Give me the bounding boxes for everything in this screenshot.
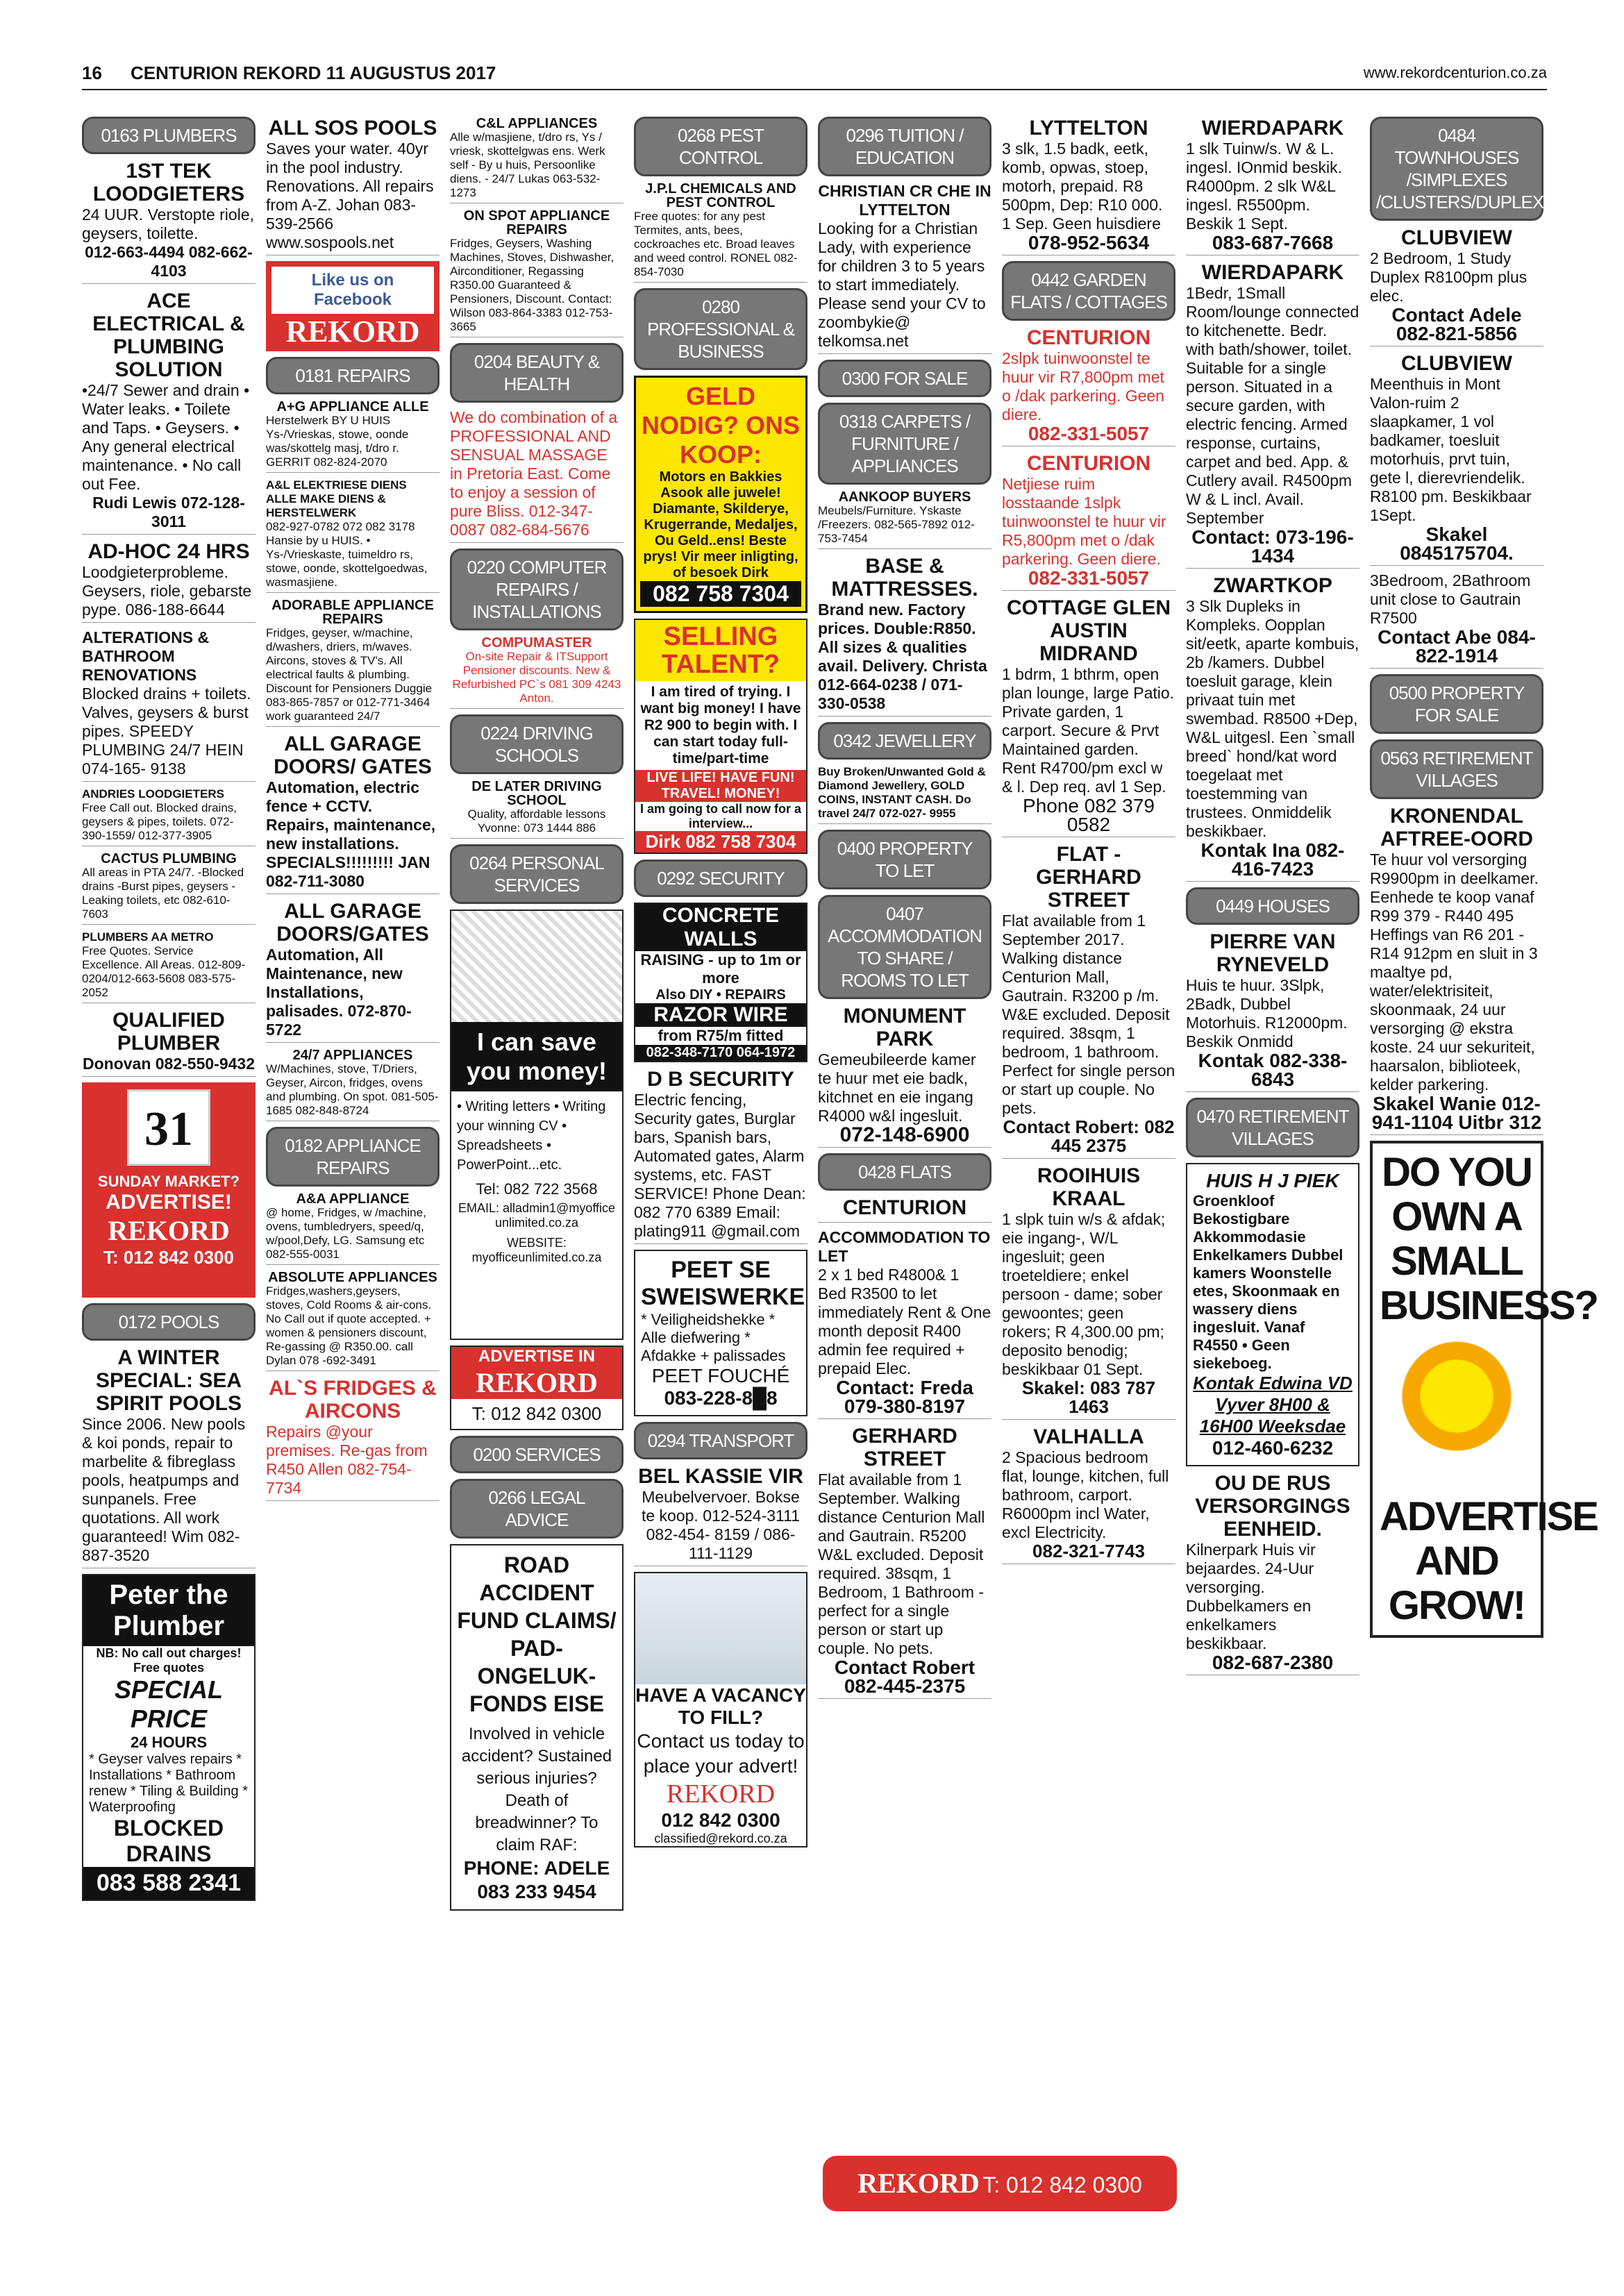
ad-title: COTTAGE GLEN AUSTIN MIDRAND bbox=[1006, 596, 1171, 665]
ad-title: FLAT - GERHARD STREET bbox=[1036, 843, 1141, 912]
ad-title: C&L APPLIANCES bbox=[476, 116, 598, 131]
ad-title: BASE & MATTRESSES. bbox=[831, 555, 978, 601]
ad-body: Automation, All Maintenance, new Installations, palisades. 072-870-5722 bbox=[266, 946, 412, 1039]
ad-body: Te huur vol versorging R9900pm in deelkamer. Eenhede te koop vanaf R99 379 - R440 495 Heffings van R6 201 - R14 912pm en sluit in 3 maaltye pd, water/elektrisiteit, skoonmaak, 24 uur versorging @ ekstra koste. 24 uur sekuriteit, haarsalon, biblioteek, kelder parkering. bbox=[1370, 850, 1539, 1093]
ad-title: ABSOLUTE APPLIANCES bbox=[268, 1270, 437, 1285]
page-header bbox=[82, 62, 1547, 90]
category-header: 0204 BEAUTY & HEALTH bbox=[450, 343, 623, 403]
ad-title: WIERDAPARK bbox=[1201, 261, 1344, 284]
category-header: 0224 DRIVING SCHOOLS bbox=[450, 714, 623, 774]
promo-line: ADVERTISE IN bbox=[451, 1347, 622, 1366]
classified-ad bbox=[818, 182, 991, 354]
geld-nodig-ad bbox=[634, 376, 807, 613]
ad-body: Flat available from 1 September. Walking distance Centurion Mall and Gautrain. R5200 W&L excluded. Deposit required. 38sqm, 1 Bedroom, 1 Bathroom - perfect for a single person or start up couple. No pets. bbox=[818, 1470, 985, 1657]
classified-ad bbox=[1002, 117, 1175, 255]
ad-body: On-site Repair & ITSupport Pensioner discounts. New & Refurbished PC`s 081 309 4243 Anton. bbox=[452, 650, 621, 705]
ad-phone: Skakel 0845175704. bbox=[1400, 523, 1514, 564]
category-header: 0300 FOR SALE bbox=[818, 360, 991, 397]
classified-ad bbox=[450, 780, 623, 839]
classified-ad bbox=[82, 1346, 256, 1568]
ad-contact: Kontak Edwina VD Vyver 8H00 & 16H00 Weeksdae bbox=[1193, 1373, 1353, 1436]
category-header: 0200 SERVICES bbox=[450, 1436, 623, 1473]
classified-ad bbox=[82, 852, 256, 925]
ad-phone: Dirk 082 758 7304 bbox=[635, 831, 806, 853]
ad-line: RAISING - up to 1m or more bbox=[640, 951, 801, 987]
category-header: 0400 PROPERTY TO LET bbox=[818, 830, 991, 889]
ad-title: A WINTER SPECIAL: SEA SPIRIT POOLS bbox=[95, 1346, 242, 1415]
ad-special: SPECIAL PRICE bbox=[114, 1675, 224, 1733]
ad-title: PLUMBERS AA METRO bbox=[82, 930, 214, 944]
ad-body: Electric fencing, Security gates, Burglar bars, Spanish bars, Automated gates, Alarm systems, etc. FAST SERVICE! Phone Dean: 082 770 6389 Email: plating911 @gmail.com bbox=[634, 1091, 806, 1240]
ad-phone: Contact: Freda 079-380-8197 bbox=[836, 1377, 973, 1417]
ad-body: Free quotes: for any pest Termites, ants, bees, cockroaches etc. Broad leaves and weed control. RONEL 082-854-7030 bbox=[634, 210, 798, 278]
ad-title: 24/7 APPLIANCES bbox=[292, 1048, 413, 1063]
newspaper-title: CENTURION REKORD 11 AUGUSTUS 2017 bbox=[131, 62, 496, 83]
ad-body: Meubelvervoer. Bokse te koop. 012-524-3111 082-454- 8159 / 086-111-1129 bbox=[641, 1488, 801, 1562]
ad-body: 2 x 1 bed R4800& 1 Bed R3500 to let immediately Rent & One month deposit R400 admin fee required + prepaid Elec. bbox=[818, 1266, 991, 1377]
ad-body: 3 slk, 1.5 badk, eetk, komb, opwas, stoep, motorh, prepaid. R8 500pm, Dep: R10 000. 1 Sep. Geen huisdiere bbox=[1002, 140, 1163, 233]
classified-ad bbox=[82, 540, 256, 623]
ad-phone: Phone 082 379 0582 bbox=[1023, 795, 1155, 835]
ad-body: 1 slk Tuinw/s. W & L. ingesl. IOnmid beskik. R4000pm. 2 slk W&L ingesl. R5500pm. Beskik 1 Sept. bbox=[1186, 140, 1342, 233]
category-header: 0442 GARDEN FLATS / COTTAGES bbox=[1002, 261, 1175, 321]
ad-title: GERHARD STREET bbox=[852, 1425, 957, 1470]
ad-title: GELD NODIG? ONS KOOP: bbox=[641, 382, 800, 469]
ad-phone: 082-331-5057 bbox=[1028, 567, 1150, 589]
ad-title: KRONENDAL AFTREE-OORD bbox=[1380, 805, 1533, 850]
ad-line: RAZOR WIRE bbox=[635, 1003, 806, 1027]
ad-list: • Writing letters • Writing your winning CV • Spreadsheets • PowerPoint...etc. bbox=[457, 1099, 606, 1173]
ad-body: Fridges, Geysers, Washing Machines, Stoves, Dishwasher, Airconditioner, Regassing R350.00 Guaranteed & Pensioners, Discount. Contact: Wilson 083-864-3383 012-753-3665 bbox=[450, 237, 614, 333]
classified-ad bbox=[1186, 930, 1359, 1092]
ad-line: from R75/m fitted bbox=[658, 1027, 784, 1044]
peet-sweiswerke-ad bbox=[634, 1250, 807, 1416]
ad-title: ALL SOS POOLS bbox=[268, 117, 437, 140]
ad-body: @ home, Fridges, w /machine, ovens, tumbledryers, speed/q, w/pool,Defy, LG. Samsung etc 082-555-0031 bbox=[266, 1206, 426, 1261]
raf-ad bbox=[450, 1544, 623, 1911]
ad-website: WEBSITE: myofficeunlimited.co.za bbox=[471, 1236, 602, 1264]
classified-ad bbox=[82, 160, 256, 284]
ad-body: 1 bdrm, 1 bthrm, open plan lounge, large Patio. Private garden, 1 carport. Secure & Prvt Maintained garden. Rent R4700/pm excl w & l. Dep req. avl 1 Sep. bbox=[1002, 665, 1175, 796]
ad-body: Saves your water. 40yr in the pool industry. Renovations. All repairs from A-Z. Johan 083-539-2566 www.sospools.net bbox=[266, 140, 434, 251]
classified-ad bbox=[1370, 226, 1543, 346]
ad-title: COMPUMASTER bbox=[481, 635, 592, 651]
classified-ad bbox=[266, 1048, 440, 1121]
facebook-promo bbox=[266, 261, 440, 351]
promo-phone: 012 842 0300 bbox=[661, 1809, 780, 1831]
ad-title: ADORABLE APPLIANCE REPAIRS bbox=[271, 598, 434, 627]
ad-phone: 082-348-7170 064-1972 bbox=[635, 1045, 806, 1061]
classified-ad bbox=[818, 1425, 991, 1699]
ad-phone: 082 758 7304 bbox=[640, 581, 801, 607]
ad-body: Fridges,washers,geysers, stoves, Cold Rooms & air-cons. No Call out if quote accepted. + women & pensioners discount, Re-gassing @ R350.00. call Dylan 078 -692-3491 bbox=[266, 1284, 432, 1367]
ad-phone: 083 588 2341 bbox=[83, 1867, 254, 1900]
classified-ad bbox=[818, 1005, 991, 1148]
promo-phone: T: 012 842 0300 bbox=[103, 1247, 234, 1268]
ad-phone: Skakel: 083 787 1463 bbox=[1021, 1377, 1156, 1417]
ad-body: Loodgieterprobleme. Geysers, riole, gebarste pype. 086-188-6644 bbox=[82, 563, 252, 619]
ad-blocked: BLOCKED DRAINS bbox=[113, 1816, 224, 1866]
ad-list: * Geyser valves repairs * Installations * Bathroom renew * Tiling & Building * Waterproofing bbox=[89, 1752, 249, 1815]
ad-illustration bbox=[451, 911, 622, 1022]
ad-phone: 082-321-7743 bbox=[1032, 1541, 1145, 1561]
classified-ad bbox=[1002, 1164, 1175, 1420]
ad-phone: 083-687-7668 bbox=[1212, 232, 1334, 253]
promo-line: SUNDAY MARKET? bbox=[97, 1173, 240, 1190]
calendar-icon: 31 bbox=[127, 1089, 210, 1166]
ad-body: W/Machines, stove, T/Driers, Geyser, Aircon, fridges, ovens and plumbing. On spot. 081-505-1685 082-848-8724 bbox=[266, 1062, 439, 1117]
category-header: 0407 ACCOMMODATION TO SHARE / ROOMS TO LET bbox=[818, 895, 991, 999]
ad-body: Free Quotes. Service Excellence. All Areas. 012-809-0204/012-663-5608 083-575-2052 bbox=[82, 944, 246, 999]
ad-phone: Contact: 073-196-1434 bbox=[1191, 526, 1354, 567]
ad-title: DE LATER DRIVING SCHOOL bbox=[471, 779, 602, 808]
ad-body: Involved in vehicle accident? Sustained serious injuries? Death of breadwinner? To claim RAF: bbox=[461, 1725, 612, 1854]
ad-title: PEET SE SWEISWERKE bbox=[641, 1257, 805, 1310]
ad-body: 1Bedr, 1Small Room/lounge connected to kitchenette. Bedr. with bath/shower, toilet. Suitable for a single person. Situated in a secure garden, with electric fencing. Armed response, curtains, carpet and bed. App. & Cutlery avail. R4500pm W & L incl. Avail. September bbox=[1186, 284, 1359, 527]
ad-title: D B SECURITY bbox=[647, 1068, 794, 1091]
ad-headline: I can save you money! bbox=[451, 1022, 622, 1091]
ad-body: 3Bedroom, 2Bathroom unit close to Gautrain R7500 bbox=[1370, 571, 1531, 627]
category-header: 0280 PROFESSIONAL & BUSINESS bbox=[634, 288, 807, 370]
ad-body: Blocked drains + toilets. Valves, geysers & burst pipes. SPEEDY PLUMBING 24/7 HEIN 074-165- 9138 bbox=[82, 685, 251, 778]
ad-title: A&L ELEKTRIESE DIENS ALLE MAKE DIENS & HERSTELWERK bbox=[266, 478, 407, 519]
ad-email: EMAIL: alladmin1@myoffice unlimited.co.za bbox=[458, 1201, 616, 1230]
category-header: 0268 PEST CONTROL bbox=[634, 117, 807, 176]
classified-ad bbox=[450, 636, 623, 709]
classified-ad bbox=[1370, 571, 1543, 669]
ad-body: Buy Broken/Unwanted Gold & Diamond Jewellery, GOLD COINS, INSTANT CASH. Do travel 24/7 072-027- 9955 bbox=[818, 765, 986, 820]
ad-title: AL`S FRIDGES & AIRCONS bbox=[269, 1377, 437, 1423]
ad-body: Free Call out. Blocked drains, geysers & pipes, toilets. 072- 390-1559/ 012-377-3905 bbox=[82, 801, 237, 842]
rekord-logo: REKORD bbox=[857, 2168, 980, 2199]
website-link[interactable]: www.rekordcenturion.co.za bbox=[1363, 64, 1547, 81]
promo-image bbox=[635, 1573, 806, 1684]
ad-title: 1ST TEK LOODGIETERS bbox=[92, 160, 245, 206]
category-header: 0266 LEGAL ADVICE bbox=[450, 1479, 623, 1539]
ad-body: Quality, affordable lessons Yvonne: 073 1444 886 bbox=[467, 807, 606, 835]
category-header: 0470 RETIREMENT VILLAGES bbox=[1186, 1098, 1359, 1157]
peter-plumber-ad bbox=[82, 1574, 256, 1901]
classified-ad bbox=[1002, 326, 1175, 446]
column-7 bbox=[1186, 117, 1359, 1681]
ad-title: ALL GARAGE DOORS/GATES bbox=[276, 900, 429, 946]
ad-title: A+G APPLIANCE ALLE bbox=[276, 399, 429, 414]
promo-email: classified@rekord.co.za bbox=[654, 1832, 787, 1845]
classified-ad bbox=[82, 787, 256, 846]
ad-title: QUALIFIED PLUMBER bbox=[112, 1009, 225, 1055]
category-header: 0163 PLUMBERS bbox=[82, 117, 256, 154]
category-header: 0296 TUITION / EDUCATION bbox=[818, 117, 991, 176]
ad-contact: Rudi Lewis 072-128-3011 bbox=[92, 494, 245, 530]
ad-body: 2 Spacious bedroom flat, lounge, kitchen, full bathroom, carport. R6000pm incl Water, excl Electricity. bbox=[1002, 1448, 1169, 1541]
ad-body: 082-927-0782 072 082 3178 Hansie by u HUIS. • Ys-/Vrieskaste, tuimeldro rs, stowe, oonde, skottelgoedwas, wasmasjiene. bbox=[266, 520, 428, 589]
column-2 bbox=[266, 117, 440, 1507]
ad-title: OU DE RUS VERSORGINGS EENHEID. bbox=[1195, 1472, 1350, 1541]
classified-ad bbox=[818, 1196, 991, 1223]
category-header: 0500 PROPERTY FOR SALE bbox=[1370, 674, 1543, 734]
ad-body: 3 Slk Dupleks in Kompleks. Oopplan sit/eetk, aparte kombuis, 2b /kamers. Dubbel toesluit garage, klein privaat tuin met swembad. R8500 +Dep, W&L uitgesl. Een `small breed` hond/kat word toegelaat met toestemming van trustees. Onmiddelik beskikbaer. bbox=[1186, 597, 1359, 840]
ad-phone: 082-331-5057 bbox=[1028, 423, 1150, 444]
category-header: 0449 HOUSES bbox=[1186, 887, 1359, 925]
category-header: 0428 FLATS bbox=[818, 1153, 991, 1191]
classified-ad bbox=[634, 182, 807, 283]
ad-title: HUIS H J PIEK bbox=[1206, 1170, 1339, 1191]
ad-body: 24 UUR. Verstopte riole, geysers, toilette. bbox=[82, 206, 255, 242]
ad-phone: Kontak 082-338-6843 bbox=[1198, 1050, 1348, 1090]
classified-ad bbox=[82, 930, 256, 1003]
column-6 bbox=[1002, 117, 1175, 1570]
column-1 bbox=[82, 117, 256, 1907]
classified-ad bbox=[266, 900, 440, 1043]
ad-phone: Contact Robert: 082 445 2375 bbox=[1003, 1116, 1175, 1156]
ad-phone: Contact Adele 082-821-5856 bbox=[1391, 304, 1522, 344]
ad-title: CHRISTIAN CR CHE IN LYTTELTON bbox=[818, 182, 991, 219]
ad-body: 2 Bedroom, 1 Study Duplex R8100pm plus elec. bbox=[1370, 249, 1527, 305]
ad-call: I am going to call now for a interview... bbox=[639, 802, 801, 830]
column-8 bbox=[1370, 117, 1598, 1643]
ad-title: CENTURION bbox=[842, 1196, 967, 1219]
promo-cta: ADVERTISE AND GROW! bbox=[1380, 1494, 1598, 1628]
classified-ad bbox=[450, 209, 623, 337]
ad-body: Meenthuis in Mont Valon-ruim 2 slaapkamer, 1 vol badkamer, toesluit motorhuis, prvt tuin, gete l, dierevriendelik. R8100 pm. Beskikbaar 1Sept. bbox=[1370, 375, 1532, 524]
ad-phone: 083-228-8█8 bbox=[664, 1387, 778, 1409]
ad-title: A&A APPLIANCE bbox=[296, 1191, 410, 1207]
ad-title: AD-HOC 24 HRS bbox=[87, 540, 250, 563]
category-header: 0220 COMPUTER REPAIRS / INSTALLATIONS bbox=[450, 548, 623, 630]
classified-ad bbox=[818, 490, 991, 549]
column-5 bbox=[818, 117, 991, 1704]
promo-line: ADVERTISE! bbox=[106, 1191, 232, 1214]
ad-title: MONUMENT PARK bbox=[843, 1005, 966, 1050]
promo-phone: T: 012 842 0300 bbox=[982, 2172, 1142, 2197]
classified-ad bbox=[266, 1271, 440, 1371]
ad-body: Huis te huur. 3Slpk, 2Badk, Dubbel Motorhuis. R12000pm. Beskik Onmidd bbox=[1186, 976, 1348, 1050]
ad-body: Groenkloof Bekostigbare Akkommodasie Enkelkamers Dubbel kamers Woonstelle etes, Skoonmaak en wassery diens ingesluit. Vanaf R4550 • Geen siekeboeg. bbox=[1193, 1192, 1343, 1372]
huis-piek-ad bbox=[1186, 1163, 1359, 1466]
rekord-logo: REKORD bbox=[451, 1366, 622, 1399]
classified-ad bbox=[818, 1228, 991, 1419]
ad-title: CONCRETE WALLS bbox=[635, 904, 806, 951]
ad-list: * Veiligheidshekke * Alle diefwering * Afdakke + palissades bbox=[641, 1311, 786, 1364]
ad-name: PEET FOUCHÉ bbox=[651, 1365, 790, 1386]
ad-title: BEL KASSIE VIR bbox=[638, 1465, 803, 1488]
ad-phone: 012-663-4494 082-662-4103 bbox=[85, 243, 253, 280]
classified-ad bbox=[1002, 1425, 1175, 1564]
classified-ad bbox=[266, 1377, 440, 1501]
classified-ad bbox=[1370, 352, 1543, 566]
classified-ad bbox=[82, 628, 256, 782]
ad-body: All areas in PTA 24/7. -Blocked drains -Burst pipes, geysers -Leaking toilets, etc 082-610-7603 bbox=[82, 866, 244, 921]
classified-ad bbox=[266, 478, 440, 593]
ad-title: CACTUS PLUMBING bbox=[101, 851, 237, 866]
classified-ad bbox=[1186, 261, 1359, 569]
classified-ad bbox=[266, 400, 440, 473]
ad-phone: 012-460-6232 bbox=[1212, 1437, 1334, 1459]
ad-body: Netjiese ruim losstaande 1slpk tuinwoonstel te huur vir R5,800pm met o /dak parkering. Geen diere. bbox=[1002, 475, 1166, 568]
rekord-footer-promo bbox=[823, 2156, 1177, 2211]
ad-line: Also DIY • REPAIRS bbox=[655, 987, 786, 1003]
vacancy-promo bbox=[634, 1572, 807, 1847]
ad-body: 2slpk tuinwoonstel te huur vir R7,800pm met o /dak parkering. Geen diere. bbox=[1002, 349, 1164, 424]
ad-title: CENTURION bbox=[1026, 452, 1151, 475]
ad-title: ALTERATIONS & BATHROOM RENOVATIONS bbox=[82, 628, 210, 684]
column-3 bbox=[450, 117, 623, 1916]
ad-title: SELLING TALENT? bbox=[635, 620, 806, 681]
column-4 bbox=[634, 117, 807, 1853]
ad-hours: 24 HOURS bbox=[130, 1734, 208, 1751]
ad-phone: 082-687-2380 bbox=[1212, 1652, 1334, 1673]
ad-slogan: LIVE LIFE! HAVE FUN! TRAVEL! MONEY! bbox=[635, 770, 806, 802]
ad-title: ALL GARAGE DOORS/ GATES bbox=[274, 732, 432, 778]
ad-title: PIERRE VAN RYNEVELD bbox=[1209, 930, 1336, 976]
ad-phone: Skakel Wanie 012-941-1104 Uitbr 312 bbox=[1371, 1093, 1542, 1133]
category-header: 0181 REPAIRS bbox=[266, 357, 440, 394]
classified-ad bbox=[1186, 1472, 1359, 1675]
classified-ad bbox=[1370, 805, 1543, 1135]
ad-phone: 072-148-6900 bbox=[839, 1123, 970, 1146]
classified-ad bbox=[450, 117, 623, 203]
rocket-icon bbox=[1380, 1335, 1534, 1488]
ad-body: Since 2006. New pools & koi ponds, repair to marbelite & fibreglass pools, heatpumps and sunpanels. Free quotations. All work guaranteed! Wim 082-887-3520 bbox=[82, 1415, 246, 1564]
ad-body: Kilnerpark Huis vir bejaardes. 24-Uur versorging. Dubbelkamers en enkelkamers beskikbaar. bbox=[1186, 1541, 1316, 1652]
promo-phone: T: 012 842 0300 bbox=[471, 1403, 602, 1424]
ad-body: Meubels/Furniture. Yskaste /Freezers. 082-565-7892 012- 753-7454 bbox=[818, 504, 975, 545]
selling-talent-ad bbox=[634, 619, 807, 854]
category-header: 0563 RETIREMENT VILLAGES bbox=[1370, 739, 1543, 799]
facebook-icon: Like us on Facebook bbox=[271, 267, 434, 314]
ad-body: Flat available from 1 September 2017. Walking distance Centurion Mall, Gautrain. R3200 p /m. W&E excluded. Deposit required. 38sqm, 1 bedroom, 1 bathroom. Perfect for single person or start up couple. No pets. bbox=[1002, 912, 1175, 1117]
category-header: 0294 TRANSPORT bbox=[634, 1422, 807, 1459]
ad-body: Alle w/masjiene, t/dro rs, Ys / vriesk, skottelgwas ens. Werk self - By u huis, Persoonlike diens. - 24/7 Lukas 063-532- 1273 bbox=[450, 131, 605, 199]
rekord-logo: REKORD bbox=[285, 315, 420, 349]
sunday-market-ad bbox=[82, 1082, 256, 1298]
ad-note: NB: No call out charges! Free quotes bbox=[96, 1646, 242, 1675]
rekord-logo: REKORD bbox=[666, 1779, 776, 1809]
ad-body: Looking for a Christian Lady, with experience for children 3 to 5 years to start immediately. Please send your CV to zoombykie@ telkomsa.net bbox=[818, 219, 986, 350]
ad-title: J.P.L CHEMICALS AND PEST CONTROL bbox=[645, 181, 796, 210]
ad-title: ACE ELECTRICAL & PLUMBING SOLUTION bbox=[92, 290, 245, 381]
concrete-walls-ad bbox=[634, 903, 807, 1062]
ad-body: Brand new. Factory prices. Double:R850. All sizes & qualities avail. Delivery. Christa 012-664-0238 / 071- 330-0538 bbox=[818, 601, 987, 712]
classified-ad bbox=[818, 555, 991, 717]
ad-body: Motors en Bakkies Asook alle juwele! Diamante, Skilderye, Krugerrande, Medaljes, Ou Geld..ens! Beste prys! Vir meer inligting, of besoek Dirk bbox=[643, 469, 798, 580]
classified-ad bbox=[450, 408, 623, 543]
promo-body: Contact us today to place your advert! bbox=[637, 1730, 805, 1777]
ad-body: We do combination of a PROFESSIONAL AND SENSUAL MASSAGE in Pretoria East. Come to enjoy a session of pure Bliss. 012-347-0087 082-684-5676 bbox=[450, 408, 618, 539]
ad-phone: Contact Abe 084-822-1914 bbox=[1378, 626, 1536, 667]
ad-phone: Kontak Ina 082-416-7423 bbox=[1200, 839, 1345, 880]
ad-title: CENTURION bbox=[1026, 326, 1151, 349]
ad-body: Fridges, geyser, w/machine, d/washers, driers, m/waves. Aircons, stoves & TV's. All electrical faults & plumbing. Discount for Pensioners Duggie 083-865-7857 or 012-771-3464 work guaranteed 24/7 bbox=[266, 626, 433, 723]
ad-body: Herstelwerk BY U HUIS Ys-/Vrieskas, stowe, oonde was/skottelg masj, t/dro r. GERRIT 082-824-2070 bbox=[266, 414, 409, 469]
ad-title: LYTTELTON bbox=[1029, 117, 1148, 140]
ad-title: VALHALLA bbox=[1033, 1425, 1144, 1448]
classified-ad bbox=[634, 1068, 807, 1244]
ad-title: ON SPOT APPLIANCE REPAIRS bbox=[463, 208, 610, 237]
classified-ad bbox=[82, 1009, 256, 1077]
category-header: 0182 APPLIANCE REPAIRS bbox=[266, 1127, 440, 1187]
ad-title: ROOIHUIS KRAAL bbox=[1037, 1164, 1141, 1210]
category-header: 0264 PERSONAL SERVICES bbox=[450, 844, 623, 904]
ad-body: •24/7 Sewer and drain • Water leaks. • Toilete and Taps. • Geysers. • Any general electrical maintenance. • No call out Fee. bbox=[82, 381, 250, 493]
ad-phone: Tel: 082 722 3568 bbox=[476, 1180, 598, 1198]
ad-body: 1 slpk tuin w/s & afdak; eie ingang-, W/L ingesluit; geen troeteldiere; enkel persoon - dame; sober gewoontes; geen rokers; R 4,300.00 pm; deposito benodig; beskikbaar 01 Sept. bbox=[1002, 1210, 1166, 1378]
ad-phone: 078-952-5634 bbox=[1028, 232, 1150, 253]
ad-title: ACCOMMODATION TO LET bbox=[818, 1228, 991, 1265]
advertise-promo bbox=[450, 1346, 623, 1430]
ad-title: ROAD ACCIDENT FUND CLAIMS/ PAD-ONGELUK-FONDS EISE bbox=[457, 1552, 617, 1716]
ad-body: Donovan 082-550-9432 bbox=[82, 1055, 255, 1073]
classified-ad bbox=[82, 290, 256, 535]
ad-title: CLUBVIEW bbox=[1401, 226, 1512, 249]
ad-title: ZWARTKOP bbox=[1213, 574, 1332, 597]
cv-service-ad bbox=[450, 910, 623, 1340]
ad-title: WIERDAPARK bbox=[1201, 117, 1344, 140]
promo-title: HAVE A VACANCY TO FILL? bbox=[635, 1684, 806, 1728]
classified-ad bbox=[1002, 843, 1175, 1159]
ad-title: Peter the Plumber bbox=[83, 1575, 254, 1646]
classified-ad bbox=[266, 1192, 440, 1265]
ad-body: I am tired of trying. I want big money! I have R2 900 to begin with. I can start today full-time/part-time bbox=[640, 684, 801, 766]
classified-ad bbox=[1002, 596, 1175, 837]
ad-phone: PHONE: ADELE 083 233 9454 bbox=[463, 1857, 610, 1902]
classified-ad bbox=[1002, 452, 1175, 591]
category-header: 0342 JEWELLERY bbox=[818, 722, 991, 760]
rekord-logo: REKORD bbox=[108, 1215, 230, 1246]
category-header: 0484 TOWNHOUSES /SIMPLEXES /CLUSTERS/DUPLEXES bbox=[1370, 117, 1543, 221]
ad-body: Automation, electric fence + CCTV. Repairs, maintenance, new installations. SPECIALS!!!!!!!!! JAN 082-711-3080 bbox=[266, 778, 436, 890]
classified-ad bbox=[266, 598, 440, 727]
classified-ad bbox=[1186, 117, 1359, 255]
classified-ad bbox=[818, 765, 991, 824]
ad-title: AANKOOP BUYERS bbox=[838, 489, 971, 505]
category-header: 0318 CARPETS / FURNITURE / APPLIANCES bbox=[818, 403, 991, 485]
classified-ad bbox=[266, 117, 440, 255]
classified-ad bbox=[1186, 574, 1359, 882]
classified-ad bbox=[266, 732, 440, 894]
ad-body: Repairs @your premises. Re-gas from R450 Allen 082-754-7734 bbox=[266, 1423, 428, 1497]
page-number: 16 bbox=[82, 62, 102, 83]
promo-headline: DO YOU OWN A SMALL BUSINESS? bbox=[1380, 1150, 1598, 1328]
category-header: 0292 SECURITY bbox=[634, 860, 807, 897]
classified-ad bbox=[634, 1465, 807, 1566]
ad-phone: Contact Robert 082-445-2375 bbox=[834, 1657, 976, 1697]
category-header: 0172 POOLS bbox=[82, 1303, 256, 1341]
ad-body: Gemeubileerde kamer te huur met eie badk, kitchnet en eie ingang R4000 w&l ingesluit. bbox=[818, 1050, 976, 1125]
ad-title: ANDRIES LOODGIETERS bbox=[82, 787, 224, 801]
ad-title: CLUBVIEW bbox=[1401, 352, 1512, 375]
small-business-promo bbox=[1370, 1141, 1598, 1638]
